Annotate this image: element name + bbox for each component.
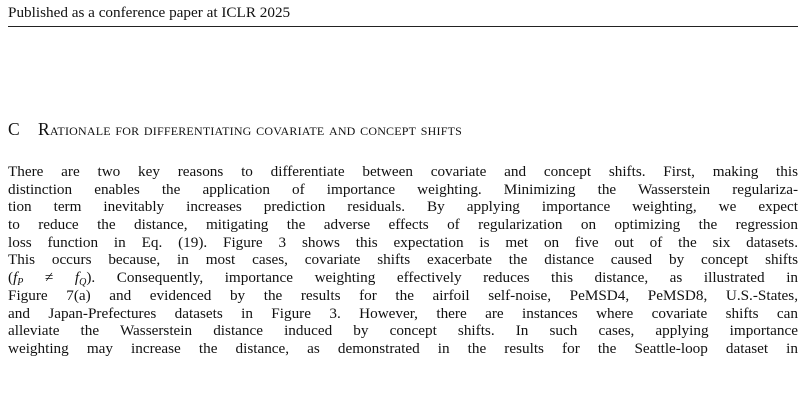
paragraph-line: There are two key reasons to differentiate between covariate and concept shifts. First, making this	[8, 163, 798, 180]
section-title: Rationale for differentiating covariate and concept shifts	[38, 119, 462, 139]
paragraph-line: distinction enables the application of importance weighting. Minimizing the Wasserstein regulariza-	[8, 180, 798, 198]
paragraph-line: weighting may increase the distance, as demonstrated in the results for the Seattle-loop dataset in	[8, 339, 798, 357]
paragraph-line: This occurs because, in most cases, covariate shifts exacerbate the distance caused by concept shifts	[8, 251, 798, 269]
math-f: f	[13, 269, 18, 287]
paragraph-line: to reduce the distance, mitigating the adverse effects of regularization on optimizing the regression	[8, 216, 798, 234]
paragraph-line-text: ). Consequently, importance weighting effectively reduces this distance, as illustrated in	[86, 269, 798, 287]
section-number: C	[8, 119, 20, 139]
section-heading	[8, 118, 798, 140]
running-header	[8, 4, 798, 27]
paragraph-line-with-math	[8, 269, 798, 287]
math-open-paren: (	[8, 269, 14, 287]
math-subscript-p: P	[17, 277, 24, 287]
paragraph-line: alleviate the Wasserstein distance induced by concept shifts. In such cases, applying importance	[8, 322, 798, 340]
body-paragraph	[8, 163, 798, 358]
paragraph-line: tion term inevitably increases prediction residuals. By applying importance weighting, we expect	[8, 198, 798, 216]
running-head-text: Published as a conference paper at ICLR 2025	[8, 4, 291, 21]
paragraph-line: and Japan-Prefectures datasets in Figure 3. However, there are instances where covariate shifts can	[8, 304, 798, 322]
math-f: f	[74, 269, 80, 287]
math-subscript-q: Q	[79, 277, 87, 287]
math-not-equal: ≠	[44, 269, 54, 287]
paragraph-line: Figure 7(a) and evidenced by the results for the airfoil self-noise, PeMSD4, PeMSD8, U.S.-States,	[8, 286, 798, 304]
paragraph-line: loss function in Eq. (19). Figure 3 shows this expectation is met on five out of the six datasets.	[8, 233, 798, 251]
